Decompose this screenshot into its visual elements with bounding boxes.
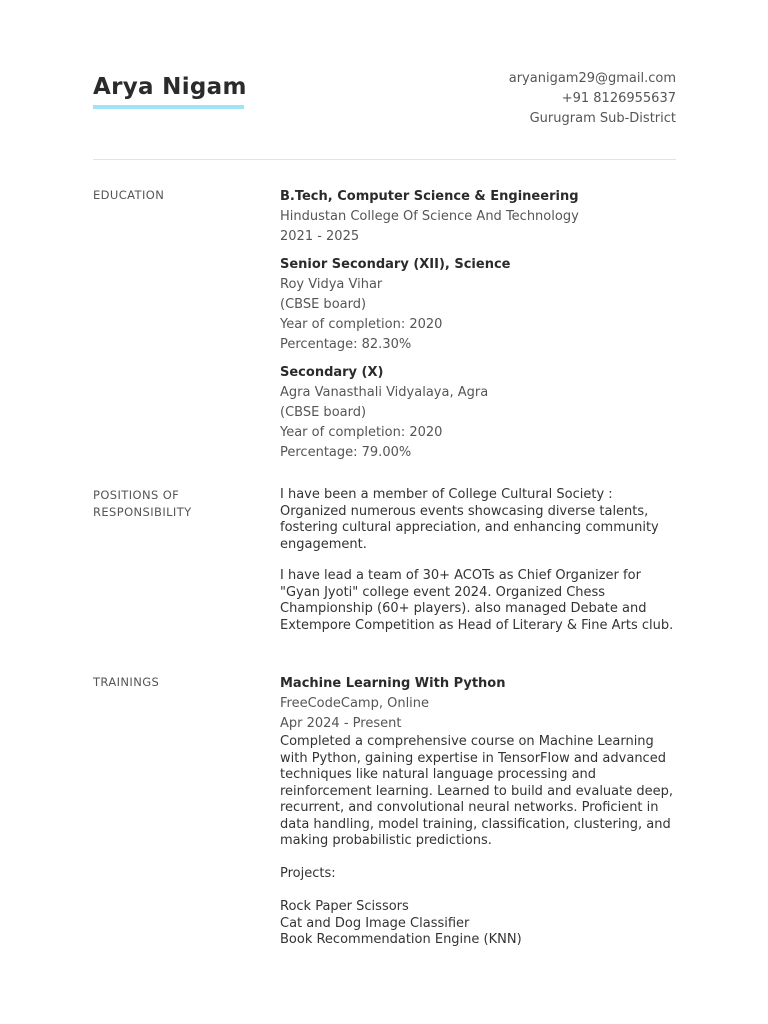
education-institution: Agra Vanasthali Vidyalaya, Agra [280,385,489,400]
position-paragraph: I have been a member of College Cultural Society : Organized numerous events showcasing diverse talents, fostering cultural appreciation, and enhancing community engagement. [280,487,659,552]
positions-label [93,487,243,520]
education-board: (CBSE board) [280,405,367,420]
education-title: Senior Secondary (XII), Science [280,257,511,272]
education-entry [280,187,680,247]
positions-label-line2: RESPONSIBILITY [93,504,192,519]
position-paragraph: I have lead a team of 30+ ACOTs as Chief Organizer for "Gyan Jyoti" college event 2024. Organized Chess Championship (60+ players). also managed Debate and Extempore Competition as Head of Literary & Fine Arts club. [280,568,674,633]
contact-phone: +91 8126955637 [561,91,676,106]
education-completion: Year of completion: 2020 [280,317,443,332]
education-period: 2021 - 2025 [280,229,360,244]
training-provider: FreeCodeCamp, Online [280,696,430,711]
training-title: Machine Learning With Python [280,676,506,691]
project-item: Book Recommendation Engine (KNN) [280,932,522,947]
resume-header [93,0,676,160]
resume-page [93,0,676,947]
education-label: EDUCATION [93,188,165,202]
header-divider [93,159,676,160]
contact-block [509,69,676,129]
contact-location: Gurugram Sub-District [529,111,676,126]
spacer [280,883,680,900]
education-board: (CBSE board) [280,297,367,312]
education-percentage: Percentage: 79.00% [280,445,412,460]
trainings-body [280,674,680,949]
project-item: Cat and Dog Image Classifier [280,915,470,931]
education-institution: Roy Vidya Vihar [280,277,383,292]
contact-email[interactable]: aryanigam29@gmail.com [508,71,676,86]
spacer [280,850,680,867]
education-title: Secondary (X) [280,365,384,380]
name-underline [93,105,244,109]
training-description: Completed a comprehensive course on Machine Learning with Python, gaining expertise in TensorFlow and advanced techniques like natural language processing and reinforcement learning. Learned to build and evaluate deep, recurrent, and convolutional neural networks. Proficient in data handling, model training, classification, clustering, and making probabilistic predictions. [280,734,673,848]
candidate-name: Arya Nigam [93,74,247,100]
positions-body [280,487,680,649]
education-percentage: Percentage: 82.30% [280,337,412,352]
trainings-label: TRAININGS [93,675,160,689]
projects-heading: Projects: [280,866,336,881]
education-institution: Hindustan College Of Science And Technology [280,209,579,224]
project-item: Rock Paper Scissors [280,899,409,914]
education-body [280,187,680,471]
positions-label-line1: POSITIONS OF [93,488,180,502]
education-entry [280,255,680,355]
training-period: Apr 2024 - Present [280,716,402,731]
education-title: B.Tech, Computer Science & Engineering [280,189,579,204]
education-entry [280,363,680,463]
education-completion: Year of completion: 2020 [280,425,443,440]
